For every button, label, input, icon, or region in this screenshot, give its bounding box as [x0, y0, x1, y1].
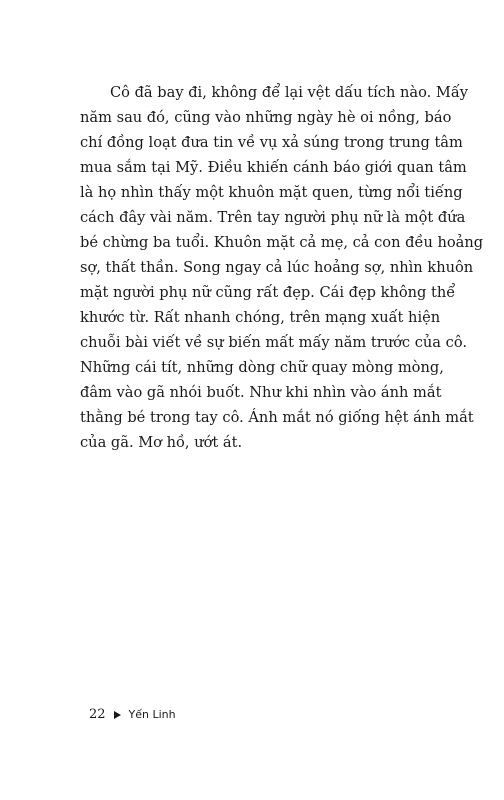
text-line: của gã. Mơ hồ, ướt át. — [80, 434, 243, 451]
page-number: 22 — [89, 707, 106, 722]
text-line: chuỗi bài viết về sự biến mất mấy năm trước của cô. — [80, 334, 467, 351]
body-paragraph — [80, 80, 484, 455]
text-line: cách đây vài năm. Trên tay người phụ nữ là một đứa — [80, 209, 466, 226]
text-line: đâm vào gã nhói buốt. Như khi nhìn vào ánh mắt — [80, 384, 442, 401]
right-triangle-icon — [114, 711, 121, 719]
text-line: là họ nhìn thấy một khuôn mặt quen, từng nổi tiếng — [80, 184, 463, 201]
text-line: sợ, thất thần. Song ngay cả lúc hoảng sợ, nhìn khuôn — [80, 259, 474, 276]
text-line: mua sắm tại Mỹ. Điều khiến cánh báo giới quan tâm — [80, 159, 467, 176]
text-line: thằng bé trong tay cô. Ánh mắt nó giống hệt ánh mắt — [80, 409, 474, 426]
text-line: khước từ. Rất nhanh chóng, trên mạng xuất hiện — [80, 309, 441, 326]
text-line: Những cái tít, những dòng chữ quay mòng mòng, — [80, 359, 444, 376]
text-line: Cô đã bay đi, không để lại vệt dấu tích nào. Mấy — [110, 84, 469, 101]
text-line: chí đồng loạt đưa tin về vụ xả súng trong trung tâm — [80, 134, 463, 151]
text-line: mặt người phụ nữ cũng rất đẹp. Cái đẹp không thể — [80, 284, 456, 301]
page-footer — [89, 706, 176, 724]
text-line: năm sau đó, cũng vào những ngày hè oi nồng, báo — [80, 109, 452, 126]
author-name: Yến Linh — [128, 708, 176, 721]
text-line: bé chừng ba tuổi. Khuôn mặt cả mẹ, cả con đều hoảng — [80, 234, 484, 251]
